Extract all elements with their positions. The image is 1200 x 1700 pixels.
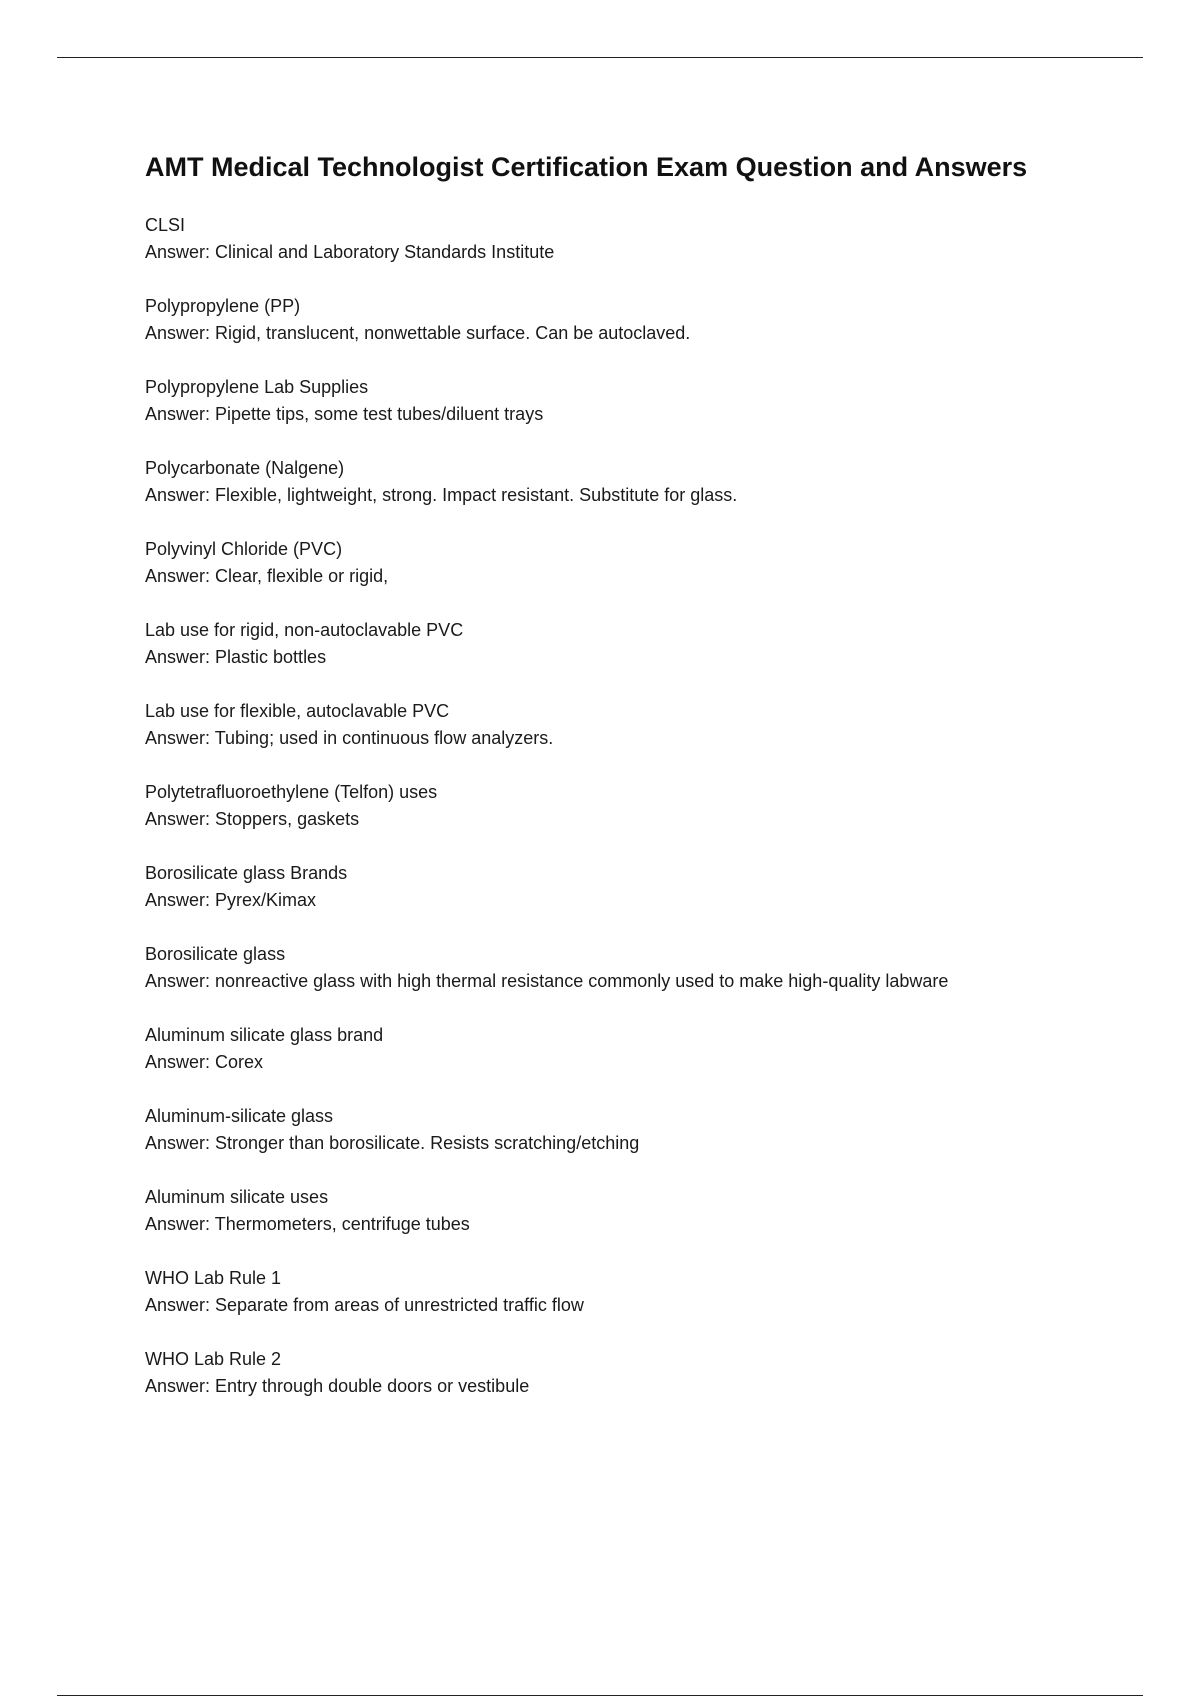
question-text: Polypropylene Lab Supplies [145,377,369,397]
qa-item [145,941,1145,995]
question-text: CLSI [145,215,186,235]
question-text: Polypropylene (PP) [145,296,301,316]
bottom-divider [57,1695,1143,1696]
question-text: Lab use for flexible, autoclavable PVC [145,701,450,721]
qa-item [145,374,1145,428]
qa-item [145,1103,1145,1157]
qa-item [145,1184,1145,1238]
question-text: Borosilicate glass Brands [145,863,348,883]
qa-item [145,698,1145,752]
answer-text: Answer: Corex [145,1052,264,1072]
answer-text: Answer: Entry through double doors or vestibule [145,1376,530,1396]
answer-text: Answer: Stoppers, gaskets [145,809,360,829]
answer-text: Answer: Plastic bottles [145,647,327,667]
answer-text: Answer: Flexible, lightweight, strong. Impact resistant. Substitute for glass. [145,485,738,505]
answer-text: Answer: Tubing; used in continuous flow analyzers. [145,728,554,748]
qa-item [145,617,1145,671]
question-text: Lab use for rigid, non-autoclavable PVC [145,620,464,640]
answer-text: Answer: Stronger than borosilicate. Resists scratching/etching [145,1133,640,1153]
question-text: Polycarbonate (Nalgene) [145,458,345,478]
top-divider [57,57,1143,58]
answer-text: Answer: Clear, flexible or rigid, [145,566,389,586]
question-text: Polyvinyl Chloride (PVC) [145,539,343,559]
question-text: Aluminum silicate uses [145,1187,329,1207]
qa-list [145,212,1145,1400]
qa-item [145,1346,1145,1400]
qa-item [145,779,1145,833]
qa-item [145,212,1145,266]
answer-text: Answer: Pyrex/Kimax [145,890,317,910]
answer-text: Answer: Clinical and Laboratory Standards Institute [145,242,555,262]
qa-item [145,1265,1145,1319]
question-text: WHO Lab Rule 1 [145,1268,282,1288]
qa-item [145,1022,1145,1076]
answer-text: Answer: Separate from areas of unrestricted traffic flow [145,1295,584,1315]
answer-text: Answer: nonreactive glass with high thermal resistance commonly used to make high-quality labware [145,971,949,991]
question-text: Borosilicate glass [145,944,286,964]
document-body [145,148,1145,1427]
question-text: Polytetrafluoroethylene (Telfon) uses [145,782,438,802]
qa-item [145,293,1145,347]
answer-text: Answer: Pipette tips, some test tubes/diluent trays [145,404,544,424]
answer-text: Answer: Rigid, translucent, nonwettable surface. Can be autoclaved. [145,323,691,343]
question-text: Aluminum silicate glass brand [145,1025,384,1045]
document-title: AMT Medical Technologist Certification Exam Question and Answers [145,152,1028,182]
answer-text: Answer: Thermometers, centrifuge tubes [145,1214,470,1234]
qa-item [145,455,1145,509]
question-text: WHO Lab Rule 2 [145,1349,282,1369]
qa-item [145,536,1145,590]
question-text: Aluminum-silicate glass [145,1106,334,1126]
qa-item [145,860,1145,914]
